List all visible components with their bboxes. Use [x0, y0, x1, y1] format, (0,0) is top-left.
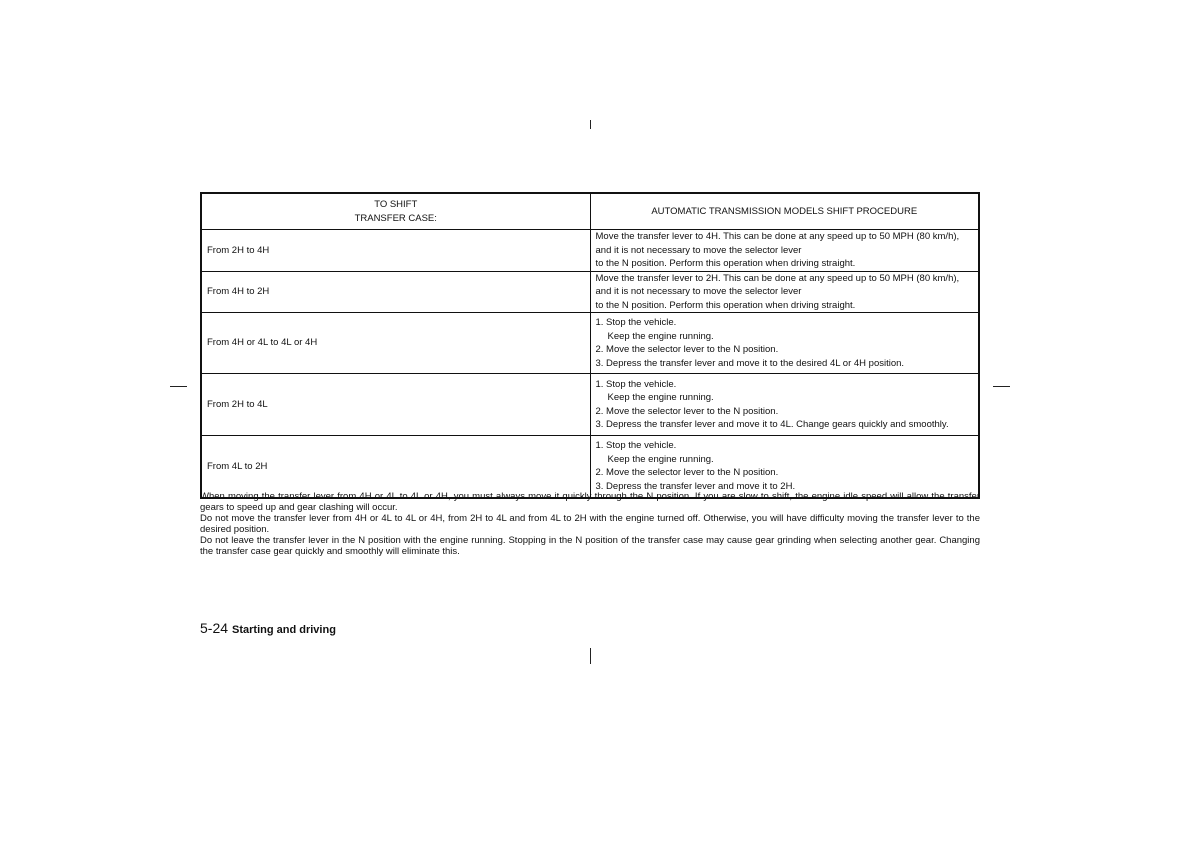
procedure-line: Move the transfer lever to 2H. This can be done at any speed up to 50 MPH (80 km/h), and it is not necessary to move the selector lever [595, 272, 960, 297]
procedure-step: 2. Move the selector lever to the N position. [595, 467, 779, 479]
procedure-step: 1. Stop the vehicle. [595, 317, 677, 328]
page-footer [200, 620, 336, 638]
row-case: From 4L to 2H [201, 436, 590, 498]
table-row [201, 230, 979, 272]
crop-mark-top [590, 120, 591, 129]
table-header-row [201, 193, 979, 230]
header-shift-procedure: AUTOMATIC TRANSMISSION MODELS SHIFT PROCEDURE [590, 193, 979, 230]
note-paragraph: Do not leave the transfer lever in the N position with the engine running. Stopping in the N position of the transfer case may cause gear grinding when selecting another gear. Changing the transfer case gear quickly and smoothly will eliminate this. [200, 535, 980, 557]
table-row [201, 271, 979, 313]
row-case: From 2H to 4L [201, 374, 590, 436]
crop-mark-bottom [590, 648, 591, 664]
crop-mark-right [993, 386, 1010, 387]
row-case: From 4H to 2H [201, 271, 590, 313]
procedure-line: to the N position. Perform this operation when driving straight. [595, 299, 856, 311]
row-procedure [590, 230, 979, 272]
row-procedure [590, 271, 979, 313]
table-row [201, 313, 979, 374]
procedure-step: 3. Depress the transfer lever and move it to 2H. [595, 480, 796, 492]
row-procedure [590, 313, 979, 374]
caution-notes [200, 491, 980, 557]
section-title: Starting and driving [232, 624, 336, 636]
procedure-line: Move the transfer lever to 4H. This can be done at any speed up to 50 MPH (80 km/h), and it is not necessary to move the selector lever [595, 231, 960, 256]
row-procedure [590, 374, 979, 436]
row-case: From 4H or 4L to 4L or 4H [201, 313, 590, 374]
page-number: 5-24 [200, 620, 229, 636]
procedure-line: to the N position. Perform this operation when driving straight. [595, 258, 856, 269]
crop-mark-left [170, 386, 187, 387]
note-paragraph: Do not move the transfer lever from 4H or 4L to 4L or 4H, from 2H to 4L and from 4L to 2H with the engine turned off. Otherwise, you will have difficulty moving the transfer lever to the desired position. [200, 513, 980, 535]
table-row [201, 374, 979, 436]
procedure-step: Keep the engine running. [607, 392, 714, 403]
row-case: From 2H to 4H [201, 230, 590, 272]
note-paragraph: When moving the transfer lever from 4H or 4L to 4L or 4H, you must always move it quickly through the N position. If you are slow to shift, the engine idle speed will allow the transfer gears to speed up and gear clashing will occur. [200, 491, 980, 513]
row-procedure [590, 436, 979, 498]
header-transfer-case: TO SHIFT TRANSFER CASE: [201, 193, 590, 230]
shift-procedure-table [200, 192, 980, 499]
procedure-step: Keep the engine running. [607, 453, 714, 465]
procedure-step: 3. Depress the transfer lever and move it to the desired 4L or 4H position. [595, 357, 905, 369]
procedure-step: 1. Stop the vehicle. [595, 378, 677, 390]
procedure-step: 3. Depress the transfer lever and move it to 4L. Change gears quickly and smoothly. [595, 419, 949, 430]
procedure-step: 2. Move the selector lever to the N position. [595, 405, 779, 417]
procedure-step: Keep the engine running. [607, 330, 714, 342]
procedure-step: 2. Move the selector lever to the N position. [595, 344, 779, 355]
procedure-step: 1. Stop the vehicle. [595, 440, 677, 452]
table-row [201, 436, 979, 498]
